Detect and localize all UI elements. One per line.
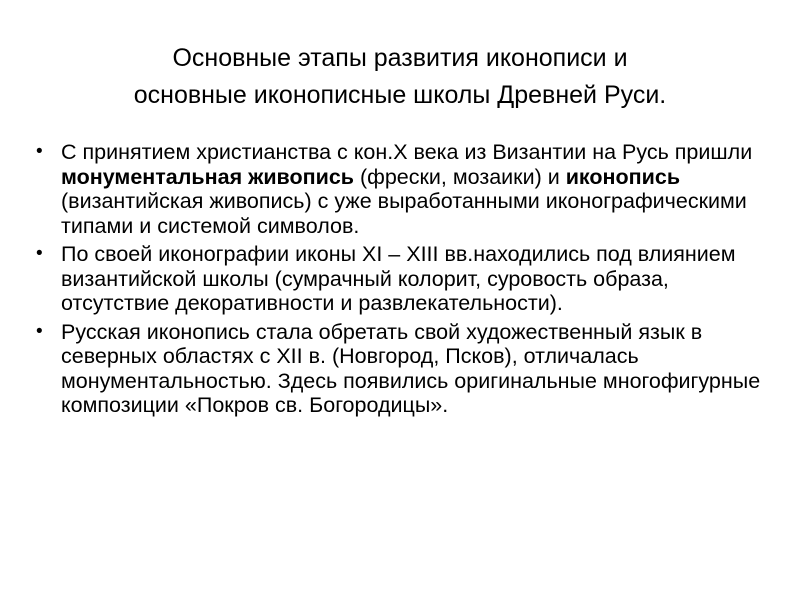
bullet-1-text-b: (фрески, мозаики) и	[354, 164, 566, 189]
bullet-1-text-c: (византийская живопись) с уже выработанными иконографическими типами и системой символов.	[61, 189, 747, 238]
bullet-2-text: По своей иконографии иконы XI – XIII вв.находились под влиянием византийской школы (сумрачный колорит, суровость образа, отсутствие декоративности и развлекательности).	[61, 242, 736, 315]
bullet-list	[36, 140, 776, 422]
bullet-dot-icon: •	[36, 243, 43, 264]
bullet-item-2	[36, 242, 776, 316]
bullet-item-1	[36, 140, 776, 238]
bullet-1-text-a: С принятием христианства с кон.X века из Византии на Русь пришли	[61, 140, 753, 164]
bullet-item-3	[36, 320, 776, 418]
bullet-1-bold-monumental: монументальная живопись	[61, 164, 354, 189]
slide-title	[40, 40, 760, 114]
title-line-1: Основные этапы развития иконописи и	[172, 44, 628, 72]
bullet-dot-icon: •	[36, 320, 43, 342]
bullet-3-text: Русская иконопись стала обретать свой художественный язык в северных областях с XII в. (Новгород, Псков), отличалась монументальностью. Здесь появились оригинальные многофигурные композиции «Покров св. Богородицы».	[61, 319, 761, 417]
title-line-2: основные иконописные школы Древней Руси.	[133, 81, 667, 109]
bullet-dot-icon: •	[36, 141, 43, 162]
bullet-1-bold-iconopis: иконопись	[565, 164, 681, 189]
